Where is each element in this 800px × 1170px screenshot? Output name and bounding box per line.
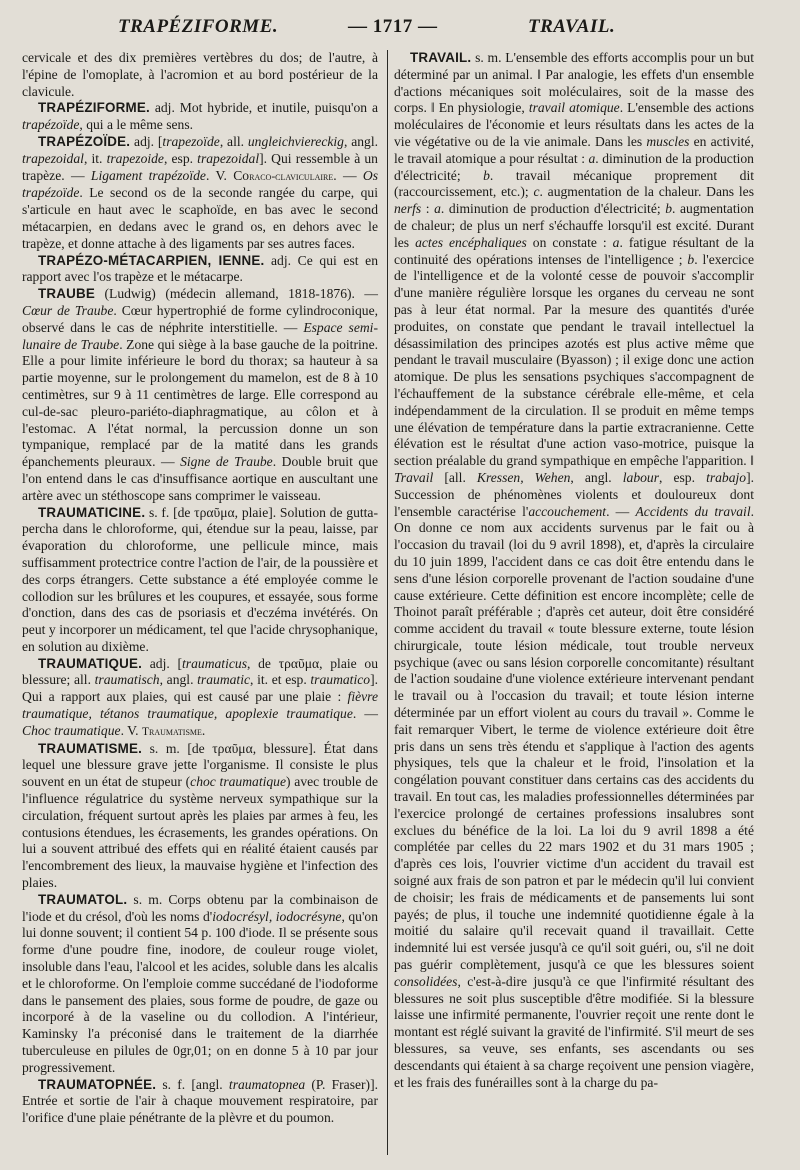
body-text: adj. [ [130, 133, 163, 149]
dictionary-entry [22, 1077, 378, 1127]
italic-text: a [612, 234, 620, 250]
body-text: cervicale et des dix premières vertèbres du dos; de l'autre, à l'épine de l'omoplate, à l'acromion et au bord postérieur de la clavicule. [22, 50, 378, 99]
body-text: . l'exercice de l'intelligence et de la volonté cesse de pouvoir s'accomplir d'une manière régulière lorsque les organes du cerveau ne sont pas à leur état normal. Par la mesure des quantités d'urée produites, on constate que pendant le travail intellectuel la désassimilation des principes azotés est plus active même que pendant le travail musculaire (Byasson) ; il exige donc une action atomique. De plus les sensations psychiques s'accompagnent de l'échauffement de la substance cérébrale elle-même, et cela indépendamment de la circulation. Il se produit en même temps une élévation de température dans la partie extracranienne. Cette élévation est le résultat d'une action vaso-motrice, puisque la section préalable du grand sympathique en empêche l'apparition. ‖ [394, 251, 754, 469]
italic-text: trapezoïde [162, 133, 220, 149]
italic-text: c [533, 184, 540, 200]
body-text: ]. Qui a rapport aux plaies, qui est causé par une plaie : [22, 672, 379, 705]
body-text: s. m. L'ensemble des efforts accomplis pour un but déterminé par un animal. ‖ Par analogie, les effets d'un ensemble d'actions mécaniques soit moléculaires, soit de la masse des corps. ‖ En physiologie, [394, 50, 754, 116]
italic-text: trabajo [706, 469, 747, 485]
italic-text: choc traumatique [190, 774, 287, 790]
left-column [22, 50, 378, 1127]
headword: TRAUBE [38, 286, 95, 302]
column-divider [387, 50, 388, 1155]
body-text: , it. et esp. [250, 672, 311, 688]
body-text: . — [333, 167, 363, 183]
italic-text: Kressen, Wehen [476, 469, 571, 485]
italic-text: labour [622, 469, 660, 485]
body-text: ) avec trouble de l'influence régulatrice du système nerveux sympathique sur la circulation, fréquent surtout après les plaies par armes à feu, les contusions étendues, les écrasements, les grandes opérations. On lui a souvent attribué des effets qui en réalité étaient causés par l'encombrement des lieux, la mauvaise hygiène et l'infection des plaies. [22, 774, 378, 891]
headword: TRAPÉZOÏDE. [38, 133, 131, 149]
body-text: s. m. [de τραῦμα, blessure]. État dans lequel une blessure grave jette l'organisme. Il consiste le plus souvent en un état de stupeur ( [22, 740, 378, 790]
body-text: , angl. [159, 672, 198, 688]
body-text: s. f. [de τραῦμα, plaie]. Solution de gutta-percha dans le chloroforme, qui, étendue sur la peau, laisse, par évaporation du chloroforme, une pellicule mince, mais suffisamment protectrice contre l'action de l'air, de la poussière et des corps étrangers. Cette substance a été employée comme le collodion sur les brûlures et les coupures, et essayée, sous forme d'onction, dans des cas de psoriasis et d'eczéma invétérés. On peut y incorporer un médicament, tel que l'acide chrysophanique, en solution au dixième. [22, 504, 378, 654]
italic-text: traumaticus [182, 655, 247, 671]
body-text: , qu'on lui donne souvent; il contient 54 p. 100 d'iode. Il se présente sous forme d'une poudre fine, inodore, de couleur rouge violet, insoluble dans l'eau, l'alcool et les acides, soluble dans les alcalis et le chloroforme. On l'emploie comme succédané de l'iodoforme dans le pansement des plaies, sous forme de poudre, de gaze ou incorporé à de la vaseline ou du collodion. A l'intérieur, Kaminsky l'a préconisé dans le traitement de la diarrhée tuberculeuse en pilules de 0gr,01; on en donne 5 à 10 par jour progressivement. [22, 908, 378, 1075]
dictionary-entry [22, 656, 378, 741]
body-text: , de τραῦμα, plaie ou blessure; all. [22, 655, 378, 688]
body-text: . Cœur hypertrophié de forme cylindroconique, observé dans le cas de néphrite interstitielle. — [22, 302, 378, 335]
body-text: . travail mécanique proprement dit (raccourcissement, etc.); [394, 167, 754, 200]
italic-text: travail atomique [528, 100, 620, 116]
dictionary-entry [22, 100, 378, 134]
italic-text: ungleichviereckig [247, 133, 344, 149]
italic-text: Signe de Traube [180, 454, 273, 470]
body-text: . fatigue résultant de la continuité des opérations intenses de l'intelligence ; [394, 234, 754, 267]
body-text: . Le second os de la seconde rangée du carpe, qui s'articule en haut avec le scaphoïde, en bas avec le second métacarpien, en dedans avec le grand os, en dehors avec le trapèze, et donne attache à des ligaments par ses autres faces. [22, 185, 378, 251]
dictionary-entry [22, 253, 378, 287]
italic-text: muscles [646, 133, 690, 149]
body-text: . augmentation de chaleur; de plus un nerf s'échauffe lorsqu'il est excité. Durant les [394, 201, 754, 250]
dictionary-entry [22, 505, 378, 656]
body-text: . L'ensemble des actions moléculaires de l'économie et leurs résultats dans les actes de la vie végétative ou de la vie animale. Dans les [394, 100, 754, 149]
italic-text: Os trapézoïde [22, 167, 379, 201]
body-text: , angl. [343, 133, 378, 149]
italic-text: b [687, 251, 695, 267]
italic-text: a [588, 150, 596, 166]
body-text: adj. Mot hybride, et inutile, puisqu'on a [149, 100, 378, 116]
body-text: en activité, le travail atomique a pour résultat : [394, 133, 754, 166]
italic-text: a [434, 201, 441, 217]
italic-text: consolidées [394, 973, 458, 989]
small-caps-reference: Traumatisme [141, 725, 202, 738]
italic-text: trapézoïde [22, 117, 80, 133]
italic-text: traumatico [310, 672, 371, 688]
body-text: , angl. [570, 469, 623, 485]
italic-text: actes encéphaliques [415, 234, 527, 250]
italic-text: Ligament trapézoïde [90, 167, 206, 183]
body-text: adj. Ce qui est en rapport avec l'os trapèze et le métacarpe. [22, 252, 378, 285]
body-text: s. f. [angl. [156, 1076, 229, 1092]
body-text: , esp. [163, 150, 198, 166]
body-text: , it. [83, 150, 107, 166]
italic-text: Espace semi-lunaire de Traube [22, 319, 378, 352]
body-text: on constate : [526, 234, 613, 250]
headword: TRAUMATIQUE. [38, 655, 143, 671]
headword: TRAUMATOL. [38, 891, 128, 907]
page-number: — 1717 — [348, 16, 438, 37]
body-text: ]. Qui ressemble à un trapèze. — [22, 150, 378, 183]
body-text: , all. [219, 133, 248, 149]
headword: TRAUMATICINE. [38, 504, 146, 520]
italic-text: traumatisch [94, 672, 160, 688]
headword: TRAUMATOPNÉE. [38, 1076, 157, 1092]
body-text: . [201, 722, 206, 738]
body-text: , c'est-à-dire jusqu'à ce que l'infirmité résultant des blessures ne soit plus susceptible d'être modifiée. Si la blessure laisse une infirmité permanente, l'ouvrier reçoit une rente dont le montant est réglé suivant la gravité de l'infirmité. S'il meurt de ses blessures, sa veuve, ses enfants, ses ascendants ou ses descendants qui étaient à sa charge reçoivent une pension viagère, et les frais des funérailles sont à la charge du pa- [394, 973, 754, 1090]
body-text: . V. [120, 722, 142, 738]
continuation-paragraph [22, 50, 378, 100]
italic-text: Choc traumatique [22, 722, 121, 738]
small-caps-reference: raco-claviculaire [249, 170, 334, 183]
body-text: (P. Fraser)]. Entrée et sortie de l'air à chaque mouvement respiratoire, par l'orifice d'une plaie pénétrante de la plèvre et du poumon. [22, 1076, 379, 1126]
body-text: s. m. Corps obtenu par la combinaison de l'iode et du crésol, d'où les noms d' [22, 891, 378, 924]
italic-text: Accidents du travail [635, 503, 751, 519]
italic-text: trapezoidal [197, 150, 260, 166]
italic-text: trapezoide [106, 150, 164, 166]
italic-text: Travail [394, 469, 434, 485]
dictionary-entry [22, 892, 378, 1077]
headword: TRAVAIL. [410, 50, 472, 65]
body-text: ]. Succession de phénomènes violents et douloureux dont l'ensemble caractérise l' [394, 469, 755, 519]
italic-text: trapezoidal [22, 150, 84, 166]
dictionary-entry [22, 741, 378, 892]
body-text: . Zone qui siège à la base gauche de la poitrine. Elle a pour limite inférieure le bord du thorax; sa hauteur à sa partie moyenne, sur le prolongement du mamelon, est de 8 à 10 centimètres, sur 9 à 11 centimètres de large. Elle correspond au cul-de-sac pleuro-pariéto-diaphragmatique, au côlon et à l'estomac. A l'état normal, la percussion donne un son tympanique, remplacé par de la matité dans les grands épanchements pleuraux. — [22, 336, 378, 470]
right-column [394, 50, 754, 1091]
italic-text: b [483, 167, 490, 183]
body-text: . On donne ce nom aux accidents survenus par le fait ou à l'occasion du travail (loi du 9 avril 1898), et, d'après la circulaire du 10 juin 1899, l'accident dans ce cas doit être entendu dans le sens d'une lésion corporelle provenant de l'action soudaine d'une cause extérieure. Cette définition est encore incomplète; celle de Thoinot paraît préférable ; d'après cet auteur, doit être considéré comme accident du travail « toute blessure externe, toute lésion chirurgicale, toute lésion médicale, tout trouble nerveux psychique (avec ou sans lésion corporelle concomitante) résultant de l'action soudaine d'une violence extérieure intervenant pendant le travail ou à l'occasion du travail; et toute lésion interne déterminée par un effort violent au cours du travail ». Comme le fait remarquer Vibert, le terme de violence extérieure doit être pris dans un sens très étendu et s'applique à l'action des agents physiques, tels que la chaleur et le froid, l'insolation et la congélation pouvant constituer dans certains cas des accidents du travail. En tout cas, les maladies professionnelles déterminées par l'exercice prolongé de certaines professions insalubres sont exclues du bénéfice de la loi. La loi du 9 avril 1898 a été complétée par celles du 22 mars 1902 et du 31 mars 1905 ; d'après ces lois, l'ouvrier victime d'un accident du travail est soigné aux frais de son patron et par le médecin qu'il lui convient de choisir; les frais de médicaments et de pansements lui sont payés; de plus, il touche une indemnité quotidienne égale à la moitié du salaire qu'il recevait quand il travaillait. Cette indemnité lui est versée jusqu'à ce qu'il soit guéri, ou, s'il ne doit pas guérir complètement, jusqu'à ce que les blessures soient [394, 503, 754, 973]
italic-text: b [665, 201, 673, 217]
dictionary-entry [22, 286, 378, 504]
body-text: . — [606, 503, 636, 519]
body-text: , esp. [659, 469, 707, 485]
running-head-right: TRAVAIL. [528, 16, 616, 37]
italic-text: Cœur de Traube [22, 302, 114, 318]
body-text: [all. [433, 469, 477, 485]
body-text: . V. Co [205, 167, 250, 183]
dictionary-entry [394, 50, 754, 1091]
italic-text: traumatic [197, 672, 251, 688]
body-text: . Double bruit que l'on entend dans le cas d'insuffisance aortique en auscultant une artère avec un stéthoscope sans comprimer le vaisseau. [22, 454, 378, 503]
body-text: : [421, 201, 435, 217]
italic-text: nerfs [394, 201, 422, 217]
italic-text: iodocrésyl, iodocrésyne [212, 908, 342, 924]
body-text: . diminution de la production d'électricité; [394, 150, 754, 183]
headword: TRAPÉZIFORME. [38, 100, 150, 116]
body-text: . diminution de production d'électricité; [440, 201, 666, 217]
body-text: (Ludwig) (médecin allemand, 1818-1876). — [95, 286, 378, 302]
dictionary-entry [22, 134, 378, 253]
italic-text: accouchement [528, 503, 607, 519]
headword: TRAPÉZO-MÉTACARPIEN, IENNE. [38, 252, 265, 268]
headword: TRAUMATISME. [38, 740, 143, 756]
body-text: . augmentation de la chaleur. Dans les [539, 184, 755, 200]
italic-text: traumatopnea [228, 1076, 306, 1092]
body-text: , qui a le même sens. [79, 117, 194, 133]
running-head-left: TRAPÉZIFORME. [118, 16, 279, 37]
italic-text: fièvre traumatique, tétanos traumatique, apoplexie traumatique [22, 689, 378, 722]
running-head [0, 16, 800, 42]
body-text: . — [352, 706, 378, 722]
body-text: adj. [ [142, 655, 183, 671]
